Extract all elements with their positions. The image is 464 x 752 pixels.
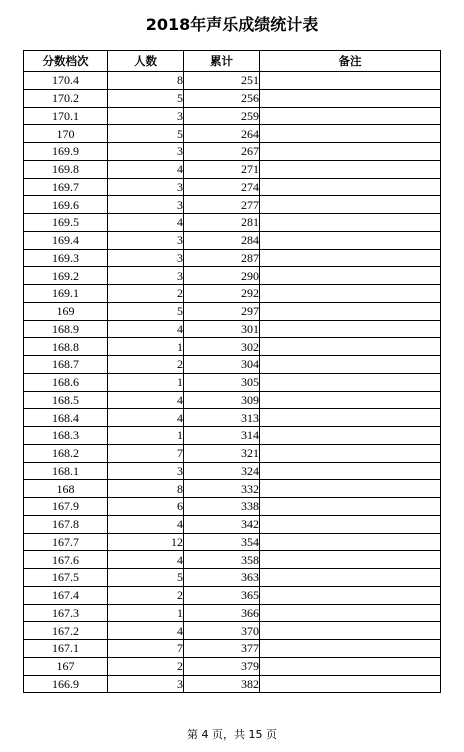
count-cell: 3 — [108, 107, 184, 125]
remarks-cell — [260, 462, 441, 480]
column-header-cumulative: 累计 — [184, 51, 260, 72]
count-cell: 3 — [108, 267, 184, 285]
table-row — [24, 196, 441, 214]
cumulative-cell: 302 — [184, 338, 260, 356]
cumulative-cell: 370 — [184, 622, 260, 640]
count-cell: 5 — [108, 89, 184, 107]
table-row — [24, 640, 441, 658]
count-cell: 3 — [108, 249, 184, 267]
count-cell: 1 — [108, 373, 184, 391]
count-cell: 4 — [108, 622, 184, 640]
cumulative-cell: 281 — [184, 214, 260, 232]
score-cell: 169.4 — [24, 231, 108, 249]
count-cell: 4 — [108, 160, 184, 178]
cumulative-cell: 321 — [184, 444, 260, 462]
count-cell: 1 — [108, 604, 184, 622]
table-row — [24, 480, 441, 498]
remarks-cell — [260, 160, 441, 178]
count-cell: 3 — [108, 231, 184, 249]
score-cell: 168.9 — [24, 320, 108, 338]
remarks-cell — [260, 569, 441, 587]
cumulative-cell: 259 — [184, 107, 260, 125]
remarks-cell — [260, 427, 441, 445]
count-cell: 3 — [108, 143, 184, 161]
page-title: 2018年声乐成绩统计表 — [145, 15, 319, 34]
remarks-cell — [260, 551, 441, 569]
cumulative-cell: 332 — [184, 480, 260, 498]
column-header-score: 分数档次 — [24, 51, 108, 72]
remarks-cell — [260, 178, 441, 196]
score-cell: 167.5 — [24, 569, 108, 587]
remarks-cell — [260, 267, 441, 285]
table-row — [24, 302, 441, 320]
table-row — [24, 675, 441, 693]
score-cell: 169.1 — [24, 285, 108, 303]
cumulative-cell: 297 — [184, 302, 260, 320]
score-cell: 167.4 — [24, 586, 108, 604]
count-cell: 7 — [108, 444, 184, 462]
score-cell: 168.3 — [24, 427, 108, 445]
cumulative-cell: 379 — [184, 657, 260, 675]
score-cell: 168.4 — [24, 409, 108, 427]
count-cell: 4 — [108, 409, 184, 427]
score-cell: 167.9 — [24, 498, 108, 516]
table-row — [24, 622, 441, 640]
cumulative-cell: 342 — [184, 515, 260, 533]
remarks-cell — [260, 622, 441, 640]
table-row — [24, 586, 441, 604]
table-body — [24, 72, 441, 693]
table-row — [24, 231, 441, 249]
table-row — [24, 462, 441, 480]
count-cell: 3 — [108, 196, 184, 214]
remarks-cell — [260, 196, 441, 214]
remarks-cell — [260, 72, 441, 90]
table-row — [24, 143, 441, 161]
table-row — [24, 373, 441, 391]
cumulative-cell: 304 — [184, 356, 260, 374]
cumulative-cell: 358 — [184, 551, 260, 569]
cumulative-cell: 354 — [184, 533, 260, 551]
remarks-cell — [260, 89, 441, 107]
remarks-cell — [260, 604, 441, 622]
cumulative-cell: 271 — [184, 160, 260, 178]
score-cell: 168 — [24, 480, 108, 498]
score-cell: 167.7 — [24, 533, 108, 551]
remarks-cell — [260, 320, 441, 338]
score-cell: 167.1 — [24, 640, 108, 658]
remarks-cell — [260, 533, 441, 551]
score-cell: 169 — [24, 302, 108, 320]
count-cell: 5 — [108, 125, 184, 143]
cumulative-cell: 301 — [184, 320, 260, 338]
count-cell: 4 — [108, 391, 184, 409]
count-cell: 4 — [108, 515, 184, 533]
count-cell: 2 — [108, 586, 184, 604]
score-cell: 169.2 — [24, 267, 108, 285]
table-row — [24, 533, 441, 551]
cumulative-cell: 287 — [184, 249, 260, 267]
table-row — [24, 409, 441, 427]
cumulative-cell: 365 — [184, 586, 260, 604]
cumulative-cell: 284 — [184, 231, 260, 249]
count-cell: 4 — [108, 551, 184, 569]
count-cell: 4 — [108, 214, 184, 232]
cumulative-cell: 313 — [184, 409, 260, 427]
remarks-cell — [260, 391, 441, 409]
score-cell: 168.1 — [24, 462, 108, 480]
score-cell: 166.9 — [24, 675, 108, 693]
count-cell: 4 — [108, 320, 184, 338]
remarks-cell — [260, 480, 441, 498]
table-row — [24, 107, 441, 125]
score-cell: 169.7 — [24, 178, 108, 196]
cumulative-cell: 264 — [184, 125, 260, 143]
cumulative-cell: 251 — [184, 72, 260, 90]
table-row — [24, 338, 441, 356]
table-row — [24, 267, 441, 285]
score-cell: 169.5 — [24, 214, 108, 232]
table-row — [24, 214, 441, 232]
remarks-cell — [260, 675, 441, 693]
cumulative-cell: 277 — [184, 196, 260, 214]
remarks-cell — [260, 231, 441, 249]
table-row — [24, 427, 441, 445]
table-row — [24, 498, 441, 516]
page-footer: 第 4 页，共 15 页 — [187, 728, 277, 741]
table-row — [24, 249, 441, 267]
score-cell: 168.8 — [24, 338, 108, 356]
count-cell: 7 — [108, 640, 184, 658]
score-cell: 167 — [24, 657, 108, 675]
table-row — [24, 604, 441, 622]
remarks-cell — [260, 302, 441, 320]
score-cell: 167.8 — [24, 515, 108, 533]
table-row — [24, 178, 441, 196]
count-cell: 1 — [108, 427, 184, 445]
score-cell: 169.9 — [24, 143, 108, 161]
score-cell: 170 — [24, 125, 108, 143]
score-cell: 170.2 — [24, 89, 108, 107]
count-cell: 8 — [108, 480, 184, 498]
table-row — [24, 285, 441, 303]
table-row — [24, 125, 441, 143]
cumulative-cell: 366 — [184, 604, 260, 622]
count-cell: 3 — [108, 462, 184, 480]
column-header-count: 人数 — [108, 51, 184, 72]
count-cell: 6 — [108, 498, 184, 516]
table-row — [24, 515, 441, 533]
table-header-row — [24, 51, 441, 72]
count-cell: 8 — [108, 72, 184, 90]
cumulative-cell: 324 — [184, 462, 260, 480]
table-row — [24, 551, 441, 569]
table-row — [24, 160, 441, 178]
remarks-cell — [260, 356, 441, 374]
remarks-cell — [260, 214, 441, 232]
table-row — [24, 391, 441, 409]
cumulative-cell: 314 — [184, 427, 260, 445]
table-row — [24, 72, 441, 90]
remarks-cell — [260, 640, 441, 658]
count-cell: 12 — [108, 533, 184, 551]
count-cell: 2 — [108, 356, 184, 374]
cumulative-cell: 305 — [184, 373, 260, 391]
table-row — [24, 444, 441, 462]
remarks-cell — [260, 657, 441, 675]
score-table — [23, 50, 441, 693]
remarks-cell — [260, 373, 441, 391]
column-header-remarks: 备注 — [260, 51, 441, 72]
score-cell: 169.6 — [24, 196, 108, 214]
remarks-cell — [260, 338, 441, 356]
remarks-cell — [260, 125, 441, 143]
cumulative-cell: 363 — [184, 569, 260, 587]
table-row — [24, 89, 441, 107]
cumulative-cell: 377 — [184, 640, 260, 658]
count-cell: 5 — [108, 302, 184, 320]
cumulative-cell: 382 — [184, 675, 260, 693]
cumulative-cell: 274 — [184, 178, 260, 196]
remarks-cell — [260, 498, 441, 516]
remarks-cell — [260, 586, 441, 604]
table-row — [24, 356, 441, 374]
cumulative-cell: 290 — [184, 267, 260, 285]
cumulative-cell: 338 — [184, 498, 260, 516]
remarks-cell — [260, 515, 441, 533]
score-cell: 168.6 — [24, 373, 108, 391]
score-cell: 168.7 — [24, 356, 108, 374]
cumulative-cell: 256 — [184, 89, 260, 107]
score-cell: 167.3 — [24, 604, 108, 622]
cumulative-cell: 292 — [184, 285, 260, 303]
score-cell: 168.5 — [24, 391, 108, 409]
remarks-cell — [260, 143, 441, 161]
score-cell: 168.2 — [24, 444, 108, 462]
table-row — [24, 657, 441, 675]
remarks-cell — [260, 285, 441, 303]
score-cell: 167.2 — [24, 622, 108, 640]
count-cell: 3 — [108, 675, 184, 693]
count-cell: 3 — [108, 178, 184, 196]
score-cell: 170.4 — [24, 72, 108, 90]
remarks-cell — [260, 444, 441, 462]
remarks-cell — [260, 409, 441, 427]
count-cell: 1 — [108, 338, 184, 356]
count-cell: 5 — [108, 569, 184, 587]
count-cell: 2 — [108, 285, 184, 303]
table-row — [24, 569, 441, 587]
cumulative-cell: 309 — [184, 391, 260, 409]
cumulative-cell: 267 — [184, 143, 260, 161]
remarks-cell — [260, 107, 441, 125]
remarks-cell — [260, 249, 441, 267]
table-row — [24, 320, 441, 338]
score-cell: 170.1 — [24, 107, 108, 125]
score-cell: 169.8 — [24, 160, 108, 178]
count-cell: 2 — [108, 657, 184, 675]
score-cell: 169.3 — [24, 249, 108, 267]
score-cell: 167.6 — [24, 551, 108, 569]
